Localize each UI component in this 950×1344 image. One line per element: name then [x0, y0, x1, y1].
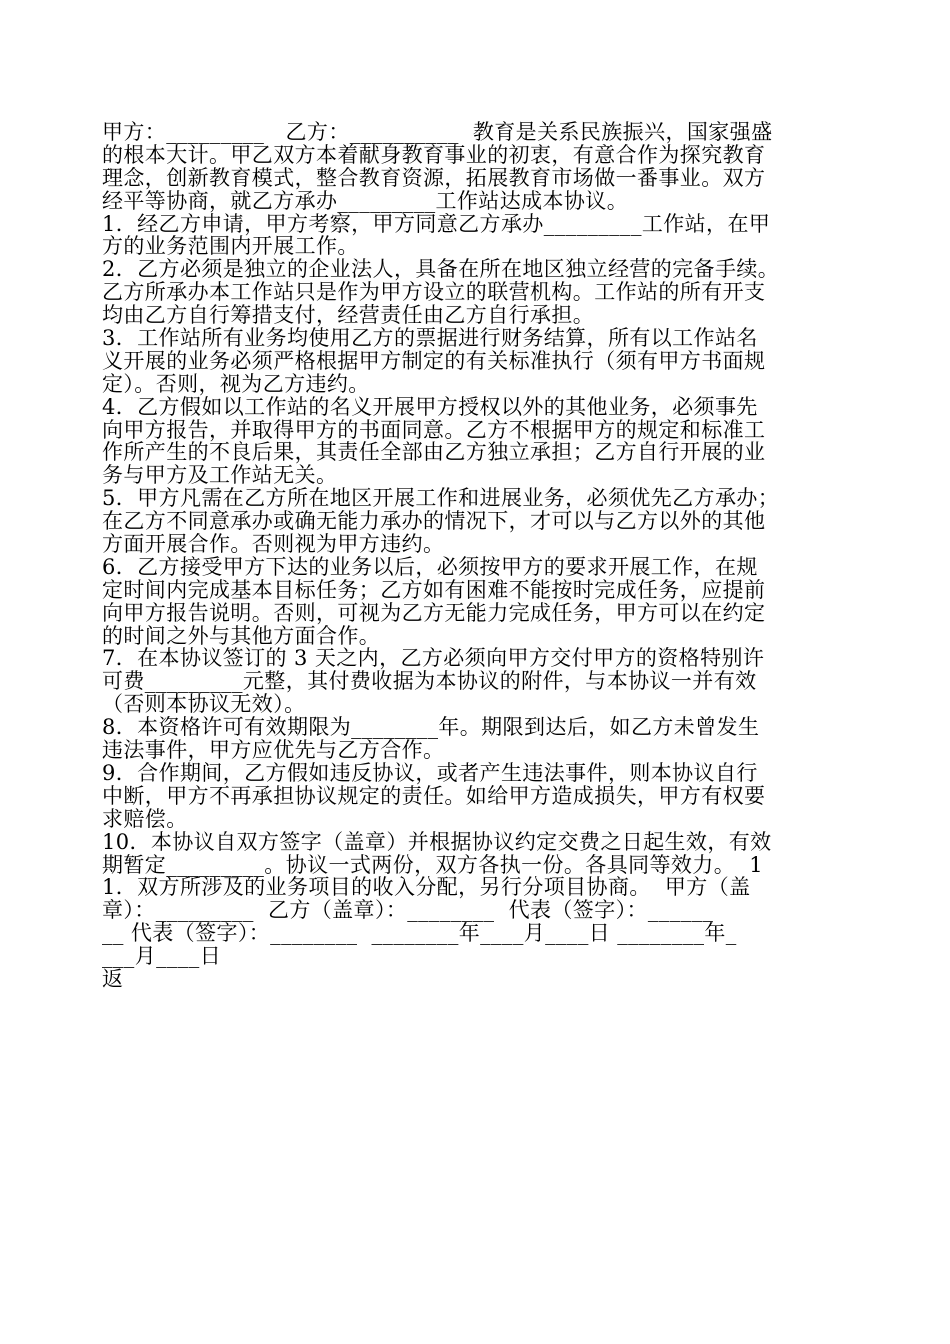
text-line: 定时间内完成基本目标任务；乙方如有困难不能按时完成任务，应提前 — [102, 577, 766, 602]
text-line: 1．双方所涉及的业务项目的收入分配，另行分项目协商。 甲方（盖 — [102, 875, 751, 900]
text-line: 4．乙方假如以工作站的名义开展甲方授权以外的其他业务，必须事先 — [102, 394, 758, 419]
text-line: 向甲方报告，并取得甲方的书面同意。乙方不根据甲方的规定和标准工 — [102, 417, 766, 442]
text-line: 6．乙方接受甲方下达的业务以后，必须按甲方的要求开展工作，在规 — [102, 554, 758, 579]
text-line: 方面开展合作。否则视为甲方违约。 — [102, 532, 445, 557]
text-line: 违法事件，甲方应优先与乙方合作。 — [102, 738, 445, 763]
text-line: 的时间之外与其他方面合作。 — [102, 623, 381, 648]
text-line: ___月____日 — [102, 944, 222, 969]
text-line: 的根本大计。甲乙双方本着献身教育事业的初衷，有意合作为探究教育 — [102, 142, 766, 167]
text-line: 理念，创新教育模式，整合教育资源，拓展教育市场做一番事业。双方 — [102, 165, 766, 190]
text-line: 可费_________元整，其付费收据为本协议的附件，与本协议一并有效 — [102, 669, 757, 694]
text-line: 在乙方不同意承办或确无能力承办的情况下，才可以与乙方以外的其他 — [102, 509, 766, 534]
text-line: __ 代表（签字）：________ ________年____月____日 ________年_ — [102, 921, 737, 946]
text-line: 1．经乙方申请，甲方考察，甲方同意乙方承办_________工作站，在甲 — [102, 211, 771, 236]
text-line: 求赔偿。 — [102, 806, 188, 831]
text-line: 作所产生的不良后果，其责任全部由乙方独立承担；乙方自行开展的业 — [102, 440, 766, 465]
text-line: 期暂定_________。协议一式两份，双方各执一份。各具同等效力。 1 — [102, 852, 764, 877]
text-line: 5．甲方凡需在乙方所在地区开展工作和进展业务，必须优先乙方承办； — [102, 486, 780, 511]
text-line: 方的业务范围内开展工作。 — [102, 234, 359, 259]
text-line: 中断，甲方不再承担协议规定的责任。如给甲方造成损失，甲方有权要 — [102, 783, 766, 808]
text-line: 均由乙方自行筹措支付，经营责任由乙方自行承担。 — [102, 303, 595, 328]
text-line: （否则本协议无效）。 — [102, 692, 306, 717]
text-line: 10．本协议自双方签字（盖章）并根据协议约定交费之日起生效，有效 — [102, 829, 772, 854]
text-line: 向甲方报告说明。否则，可视为乙方无能力完成任务，甲方可以在约定 — [102, 600, 766, 625]
text-line: 2．乙方必须是独立的企业法人，具备在所在地区独立经营的完备手续。 — [102, 257, 780, 282]
text-line: 甲方：_________ 乙方：__________ 教育是关系民族振兴，国家强盛 — [102, 120, 773, 144]
text-line: 9．合作期间，乙方假如违反协议，或者产生违法事件，则本协议自行 — [102, 760, 758, 785]
text-line: 乙方所承办本工作站只是作为甲方设立的联营机构。工作站的所有开支 — [102, 280, 766, 305]
text-line: 务与甲方及工作站无关。 — [102, 463, 338, 488]
text-line: 7．在本协议签订的 3 天之内，乙方必须向甲方交付甲方的资格特别许 — [102, 646, 765, 671]
text-line: 定）。否则，视为乙方违约。 — [102, 371, 370, 396]
text-line: 8．本资格许可有效期限为________年。期限到达后，如乙方未曾发生 — [102, 715, 760, 740]
text-line: 经平等协商，就乙方承办_________工作站达成本协议。 — [102, 188, 629, 213]
text-line: 义开展的业务必须严格根据甲方制定的有关标准执行（须有甲方书面规 — [102, 348, 766, 373]
agreement-text — [102, 121, 862, 991]
text-line: 3．工作站所有业务均使用乙方的票据进行财务结算，所有以工作站名 — [102, 326, 758, 351]
text-line: 返 — [102, 966, 124, 991]
text-line: 章）：_________ 乙方（盖章）：________ 代表（签字）：______ — [102, 898, 714, 923]
